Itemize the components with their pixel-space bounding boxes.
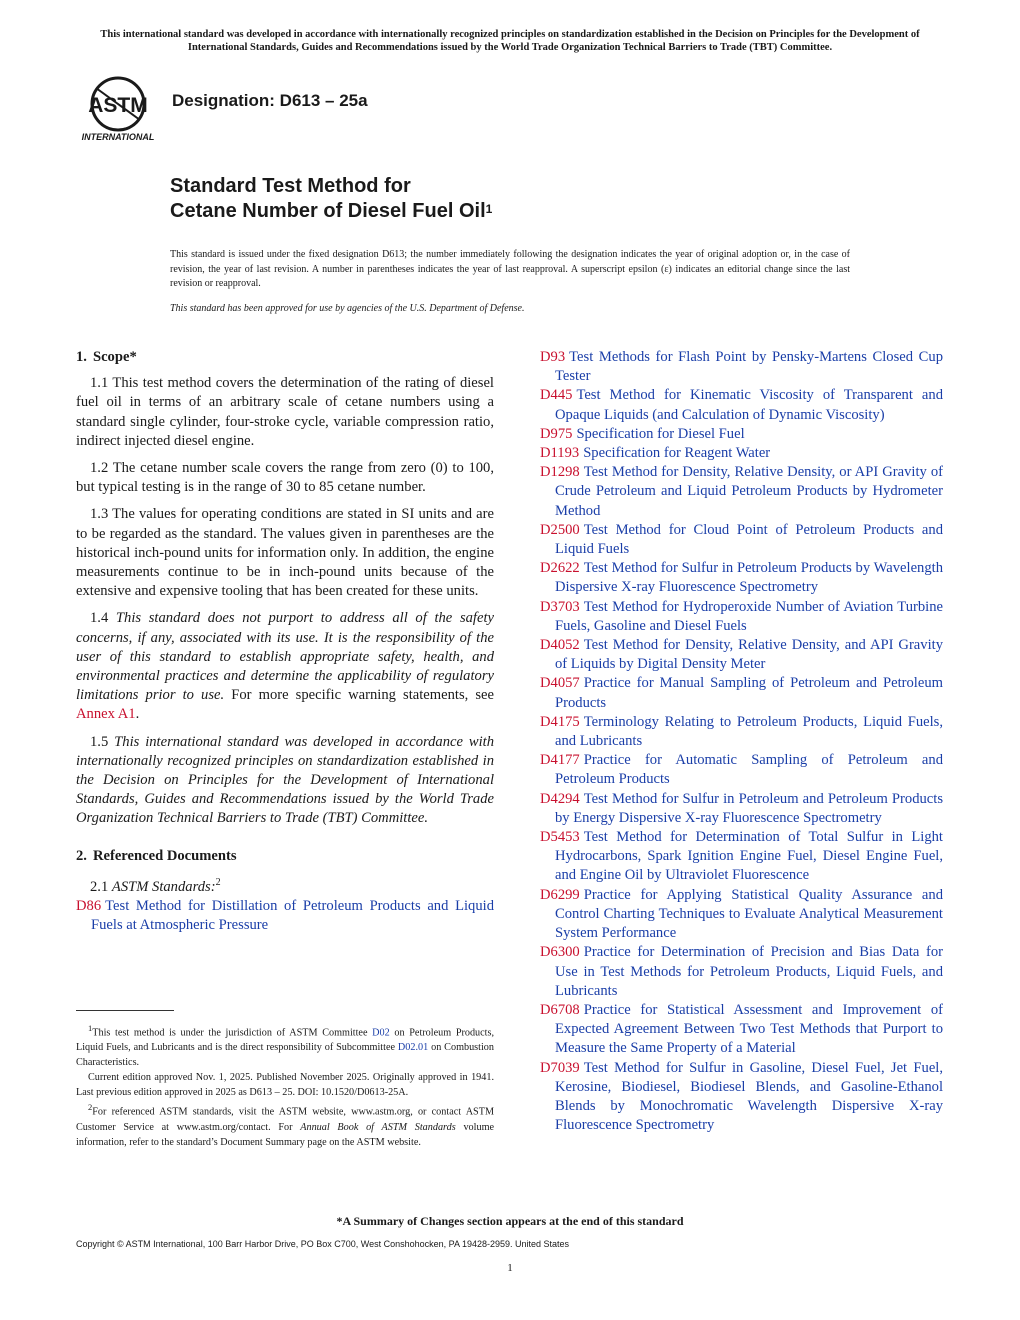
reference-title-link[interactable]: Test Method for Sulfur in Petroleum Products by Wavelength Dispersive X-ray Fluorescence Spectrometry: [555, 560, 943, 596]
reference-code-link[interactable]: D2500: [540, 521, 580, 538]
footnote-1-edition: Current edition approved Nov. 1, 2025. Published November 2025. Originally approved in 1941. Last previous edition approved in 2025 as D613 – 25. DOI: 10.1520/D0613-25A.: [76, 1072, 494, 1099]
reference-code-link[interactable]: D4052: [540, 637, 580, 654]
reference-code-link[interactable]: D2622: [540, 560, 580, 577]
reference-title-link[interactable]: Practice for Applying Statistical Quality Assurance and Control Charting Techniques to Evaluate Analytical Measurement System Performance: [555, 886, 943, 942]
subcommittee-link[interactable]: D02.01: [397, 1042, 429, 1054]
reference-item: [540, 444, 943, 463]
tbt-statement: This international standard was developed in accordance with internationally recognized principles on standardization established in the Decision on Principles for the Development of International Standards, Guides and Recommendations issued by the World Trade Organization Technical Barriers to Trade (TBT) Committee.: [76, 733, 495, 827]
page-number: 1: [507, 1262, 513, 1274]
intl-standard-notice: This international standard was developed in accordance with internationally recognized principles on standardization established in the Decision on Principles for the Development of International Standards, Guides and Recommendations issued by the World Trade Organization Technical Barriers to Trade (TBT) Committee.: [100, 29, 920, 53]
reference-item: [540, 463, 943, 521]
footnote-mark: 2: [88, 1102, 93, 1113]
safety-statement: This standard does not purport to address all of the safety concerns, if any, associated with its use. It is the responsibility of the user of this standard to establish appropriate safety, health, and environmental practices and determine the applicability of regulatory limitations prior to use.: [76, 610, 494, 704]
footnote-text: on Petroleum Products, Liquid Fuels, and Lubricants and is the direct responsibility of Subcommittee: [76, 1027, 495, 1054]
reference-title-link[interactable]: Test Method for Cloud Point of Petroleum Products and Liquid Fuels: [555, 521, 943, 558]
designation: Designation: D613 – 25a: [172, 91, 368, 110]
reference-code-link[interactable]: D975: [540, 425, 573, 442]
scope-1-2: 1.2 The cetane number scale covers the range from zero (0) to 100, but typical testing is in the range of 30 to 85 cetane number.: [76, 460, 494, 496]
reference-list-left: [76, 897, 494, 935]
reference-title-link[interactable]: Practice for Automatic Sampling of Petroleum and Petroleum Products: [555, 752, 943, 788]
reference-title-link[interactable]: Test Method for Distillation of Petroleum Products and Liquid Fuels at Atmospheric Pressure: [91, 897, 494, 934]
reference-code-link[interactable]: D1193: [540, 445, 580, 462]
reference-title-link[interactable]: Specification for Diesel Fuel: [576, 425, 745, 442]
reference-title-link[interactable]: Test Method for Density, Relative Density, and API Gravity of Liquids by Digital Density Meter: [555, 637, 943, 673]
logo-subtext: INTERNATIONAL: [81, 132, 155, 142]
footnote-text: For referenced ASTM standards, visit the ASTM website, www.astm.org, or contact ASTM Customer Service at www.astm.org/contact. For: [76, 1106, 494, 1133]
annex-a1-link[interactable]: Annex A1: [76, 706, 136, 723]
footnote-text: This test method is under the jurisdiction of ASTM Committee: [92, 1027, 368, 1039]
reference-item: [76, 897, 494, 935]
reference-item: [540, 636, 943, 674]
para-number: 1.5: [90, 733, 109, 750]
reference-item: [540, 943, 943, 1001]
summary-of-changes-note: *A Summary of Changes section appears at the end of this standard: [336, 1214, 684, 1228]
reference-title-link[interactable]: Practice for Statistical Assessment and Improvement of Expected Agreement Between Two Test Methods that Purport to Measure the Same Property of a Material: [555, 1001, 943, 1057]
logo-text: ASTM: [88, 94, 148, 117]
section-number: 2.: [76, 847, 87, 864]
section-title: Referenced Documents: [92, 847, 237, 864]
reference-title-link[interactable]: Practice for Manual Sampling of Petroleum and Petroleum Products: [555, 675, 943, 711]
reference-code-link[interactable]: D5453: [540, 829, 580, 846]
reference-title-link[interactable]: Test Method for Determination of Total Sulfur in Light Hydrocarbons, Spark Ignition Engine Fuel, Diesel Engine Fuel, and Engine Oil by Ultraviolet Fluorescence: [555, 829, 943, 884]
left-column: [76, 348, 494, 935]
section-title: Scope*: [92, 349, 137, 365]
reference-code-link[interactable]: D3703: [540, 598, 580, 615]
reference-item: [540, 1059, 943, 1136]
reference-code-link[interactable]: D6300: [540, 944, 580, 961]
reference-title-link[interactable]: Test Method for Kinematic Viscosity of Transparent and Opaque Liquids (and Calculation of Dynamic Viscosity): [555, 387, 943, 423]
reference-item: [540, 1001, 943, 1059]
right-column: [540, 348, 943, 1135]
reference-title-link[interactable]: Specification for Reagent Water: [583, 445, 771, 462]
reference-item: [540, 674, 943, 712]
scope-1-4: 1.4 This standard does not purport to address all of the safety concerns, if any, associated with its use. It is the responsibility of the user of this standard to establish appropriate safety, health, and environmental practices and determine the applicability of regulatory limitations prior to use. For more specific warning statements, see Annex A1.: [76, 610, 495, 723]
reference-item: [540, 348, 943, 386]
reference-list-right: [540, 348, 943, 1135]
footnote-mark: 1: [88, 1023, 93, 1033]
para-number: 1.4: [90, 610, 109, 627]
reference-title-link[interactable]: Test Methods for Flash Point by Pensky-Martens Closed Cup Tester: [555, 349, 943, 385]
reference-title-link[interactable]: Test Method for Density, Relative Density, or API Gravity of Crude Petroleum and Liquid Petroleum Products by Hydrometer Method: [555, 464, 943, 519]
reference-item: [540, 386, 943, 424]
dod-note: This standard has been approved for use by agencies of the U.S. Department of Defense.: [170, 303, 525, 314]
reference-code-link[interactable]: D4175: [540, 713, 580, 730]
copyright: Copyright © ASTM International, 100 Barr Harbor Drive, PO Box C700, West Conshohocken, PA 19428-2959. United States: [76, 1239, 570, 1249]
annual-book-title: Annual Book of ASTM Standards: [300, 1121, 456, 1133]
reference-item: [540, 790, 943, 828]
reference-item: [540, 521, 943, 559]
footnotes: [76, 1021, 494, 1150]
scope-heading: [76, 348, 494, 367]
footnote-1: [76, 1021, 494, 1070]
reference-code-link[interactable]: D1298: [540, 464, 580, 481]
reference-title-link[interactable]: Test Method for Sulfur in Gasoline, Diesel Fuel, Jet Fuel, Kerosine, Biodiesel, Biodiesel Blends, and Gasoline-Ethanol Blends by Monochromatic Wavelength Dispersive X-ray Fluorescence Spectrometry: [555, 1059, 943, 1134]
footnote-2: [76, 1100, 494, 1149]
reference-title-link[interactable]: Test Method for Sulfur in Petroleum and Petroleum Products by Energy Dispersive X-ray Fluorescence Spectrometry: [555, 790, 943, 826]
reference-item: [540, 425, 943, 444]
reference-code-link[interactable]: D445: [540, 387, 573, 404]
document-title: [170, 174, 492, 224]
footnote-rule: [76, 1010, 174, 1011]
referenced-documents-heading: [76, 847, 494, 866]
reference-item: [540, 751, 943, 789]
committee-d02-link[interactable]: D02: [372, 1027, 390, 1039]
reference-title-link[interactable]: Practice for Determination of Precision and Bias Data for Use in Test Methods for Petroleum Products, Liquid Fuels, and Lubricants: [555, 944, 943, 999]
reference-code-link[interactable]: D93: [540, 349, 566, 365]
scope-1-5: [76, 733, 494, 829]
reference-code-link[interactable]: D4294: [540, 790, 580, 807]
sub-label: ASTM Standards:: [111, 878, 216, 895]
reference-title-link[interactable]: Test Method for Hydroperoxide Number of Aviation Turbine Fuels, Gasoline and Diesel Fuels: [555, 598, 943, 634]
footnote-text: volume information, refer to the standard’s Document Summary page on the ASTM website.: [76, 1121, 495, 1148]
astm-standards-subheading: [76, 873, 494, 897]
para-tail: For more specific warning statements, see: [231, 687, 495, 704]
title-line-2: [170, 199, 492, 224]
reference-item: [540, 828, 943, 886]
reference-code-link[interactable]: D86: [76, 897, 102, 914]
reference-code-link[interactable]: D4177: [540, 752, 580, 769]
reference-item: [540, 598, 943, 636]
reference-item: [540, 559, 943, 597]
reference-item: [540, 886, 943, 944]
title-line-1: Standard Test Method for: [170, 175, 411, 197]
reference-title-link[interactable]: Terminology Relating to Petroleum Products, Liquid Fuels, and Lubricants: [555, 713, 943, 750]
title-text: Cetane Number of Diesel Fuel Oil: [170, 200, 486, 222]
scope-1-1: 1.1 This test method covers the determination of the rating of diesel fuel oil in terms of an arbitrary scale of cetane numbers using a standard single cylinder, four-stroke cycle, variable compression ratio, indirect injected diesel engine.: [76, 375, 494, 449]
para-number: 2.1: [90, 878, 109, 895]
astm-logo: [74, 74, 162, 144]
reference-code-link[interactable]: D6299: [540, 886, 580, 903]
reference-code-link[interactable]: D7039: [540, 1059, 580, 1076]
reference-code-link[interactable]: D6708: [540, 1001, 580, 1018]
sub-footnote-mark[interactable]: 2: [215, 876, 221, 888]
reference-code-link[interactable]: D4057: [540, 675, 580, 692]
reference-item: [540, 713, 943, 751]
scope-1-3: 1.3 The values for operating conditions are stated in SI units and are to be regarded as the standard. The values given in parentheses are the historical inch-pound units for information only. In addition, the engine measurements continue to be in inch-pound units because of the extensive and expensive tooling that has been created for these units.: [76, 506, 494, 600]
section-number: 1.: [76, 349, 87, 365]
issue-note: This standard is issued under the fixed designation D613; the number immediately following the designation indicates the year of original adoption or, in the case of revision, the year of last revision. A number in parentheses indicates the year of last reapproval. A superscript epsilon (ε) indicates an editorial change since the last revision or reapproval.: [170, 249, 850, 290]
footnote-text: on Combustion Characteristics.: [76, 1042, 494, 1069]
title-footnote-mark[interactable]: 1: [485, 202, 493, 216]
